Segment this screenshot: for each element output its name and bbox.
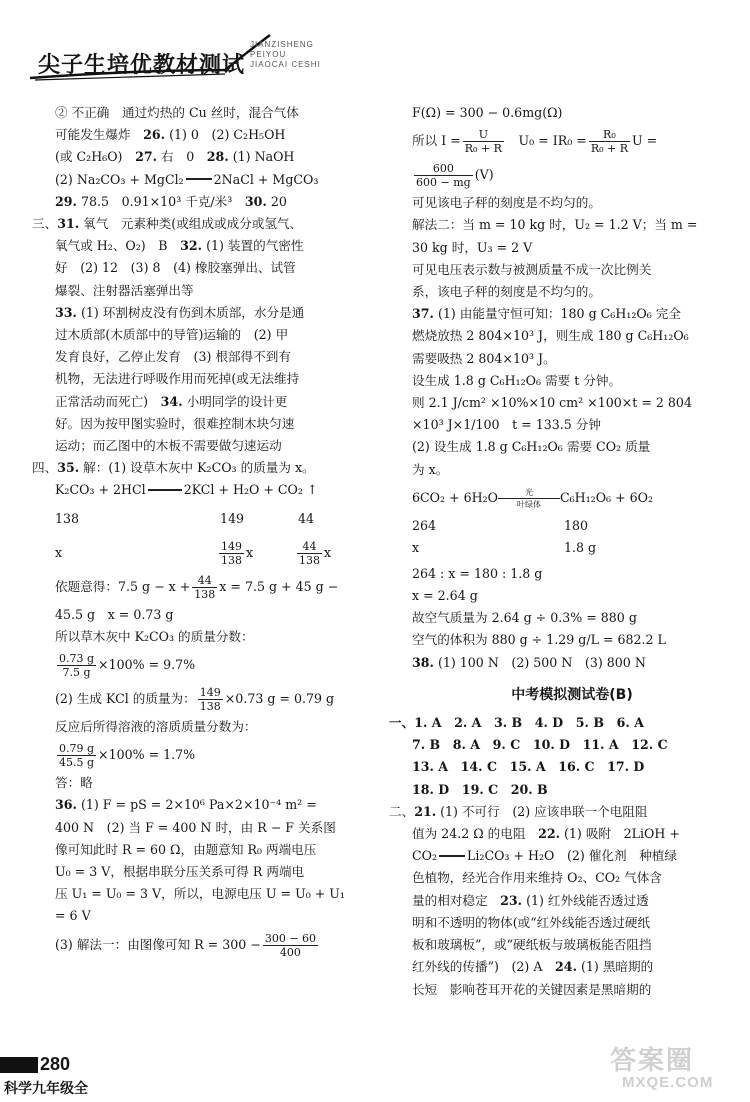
book-series-title: 尖子生培优教材测试 [38, 53, 246, 78]
site-watermark [600, 1040, 740, 1095]
equation-line: $\frac{0.79 g}{45.5 g}$ ×100% = 1.7% [59, 742, 196, 770]
text-line: 压 U₁ = U₀ = 3 V，所以，电源电压 U = U₀ + U₁ [55, 886, 345, 902]
text-line: F(Ω) = 300 − 0.6mg(Ω) [412, 105, 563, 120]
answer-key-line: 一、1. A 2. A 3. B 4. D 5. B 6. A [389, 715, 644, 731]
mass-ratio-row: x $\frac{149}{138}$ x $\frac{44}{138}$ x [55, 539, 332, 567]
watermark-text: 答案圈 [610, 1045, 695, 1075]
text-line: 好。因为按甲图实验时，很难控制木块匀速 [55, 415, 295, 431]
equation-line: $\frac{0.73 g}{7.5 g}$ ×100% = 9.7% [59, 652, 196, 680]
text-line: 长短 影响苍耳开花的关键因素是黑暗期的 [412, 981, 652, 997]
section-title: 中考模拟测试卷(B) [511, 686, 633, 703]
text-line: 色植物，经光合作用来维持 O₂、CO₂ 气体含 [412, 870, 662, 886]
text-line: 33. (1) 环割树皮没有伤到木质部，水分是通 [55, 304, 305, 320]
text-line: 解法二：当 m = 10 kg 时，U₂ = 1.2 V；当 m = [412, 217, 698, 233]
text-line: 反应后所得溶液的溶质质量分数为： [55, 719, 257, 735]
text-line: 45.5 g x = 0.73 g [55, 606, 174, 622]
text-line: ×10³ J×1/100 t = 133.5 分钟 [412, 417, 601, 433]
text-line: 空气的体积为 880 g ÷ 1.29 g/L = 682.2 L [412, 632, 666, 648]
text-line: U₀ = 3 V，根据串联分压关系可得 R 两端电 [55, 864, 305, 880]
mass-ratio-row: 264 180 [412, 517, 589, 533]
text-line: 29. 78.5 0.91×10³ 千克/米³ 30. 20 [55, 193, 287, 209]
text-line: 可见电压表示数与被测质量不成一次比例关 [412, 261, 652, 277]
answer-key-line: 13. A 14. C 15. A 16. C 17. D [412, 759, 645, 775]
chemical-equation: K₂CO₃ + 2HCl 2KCl + H₂O + CO₂ ↑ [55, 482, 318, 498]
watermark-url: MXQE.COM [622, 1074, 714, 1091]
text-line: 36. (1) F = pS = 2×10⁶ Pa×2×10⁻⁴ m² = [55, 797, 317, 813]
text-line: 故空气质量为 2.64 g ÷ 0.3% = 880 g [412, 610, 637, 626]
text-line: 三、31. 氧气 元素种类(或组成或成分或氢气、 [32, 216, 303, 232]
text-line: = 6 V [55, 908, 91, 924]
text-line: 爆裂、注射器活塞弹出等 [55, 282, 194, 298]
equals-sign [439, 855, 465, 859]
text-line: 四、35. 解：(1) 设草木灰中 K₂CO₃ 的质量为 x。 [32, 460, 315, 476]
text-line: 正常活动而死亡) 34. 小明同学的设计更 [55, 393, 288, 409]
page-footer [0, 1052, 160, 1102]
text-line: 设生成 1.8 g C₆H₁₂O₆ 需要 t 分钟。 [412, 372, 622, 388]
text-line: 系，该电子秤的刻度是不均匀的。 [412, 284, 601, 300]
equation-line: $\frac{600}{600 - mg}$ (V) [416, 162, 494, 190]
text-line: 好 (2) 12 (3) 8 (4) 橡胶塞弹出、试管 [55, 260, 296, 276]
text-line: 燃烧放热 2 804×10³ J，则生成 180 g C₆H₁₂O₆ [412, 328, 689, 344]
text-line: (2) 设生成 1.8 g C₆H₁₂O₆ 需要 CO₂ 质量 [412, 439, 651, 455]
book-series-pinyin: JIANZISHENG PEIYOU JIAOCAI CESHI [250, 40, 321, 69]
text-line: 为 x。 [412, 461, 449, 477]
text-line: 30 kg 时，U₃ = 2 V [412, 239, 533, 255]
book-subject: 科学九年级全 [4, 1081, 88, 1097]
equation-line: (2) 生成 KCl 的质量为： $\frac{149}{138}$ ×0.73 g = 0.79 g [55, 686, 335, 714]
left-column [32, 102, 385, 962]
page-number-bar [0, 1057, 38, 1073]
text-line: 264 : x = 180 : 1.8 g [412, 565, 543, 581]
photosynthesis-equation: 6CO₂ + 6H₂O 光 叶绿体 C₆H₁₂O₆ + 6O₂ [412, 487, 654, 509]
page-header [20, 30, 350, 90]
equation-line: (3) 解法一：由图像可知 R = 300 − $\frac{300 - 60}{400}$ [55, 931, 317, 959]
text-line: 红外线的传播”) (2) A 24. (1) 黑暗期的 [412, 959, 654, 975]
text-line: (或 C₂H₆O) 27. 右 0 28. (1) NaOH [55, 149, 295, 165]
text-line: 运动；而乙图中的木板不需要做匀速运动 [55, 438, 282, 454]
chemical-equation: CO₂ Li₂CO₃ + H₂O (2) 催化剂 种植绿 [412, 848, 677, 864]
text-line: 可能发生爆炸 26. (1) 0 (2) C₂H₅OH [55, 127, 286, 143]
mass-ratio-row: x 1.8 g [412, 539, 597, 555]
text-line: 需要吸热 2 804×10³ J。 [412, 350, 556, 366]
text-line: 过木质部(木质部中的导管)运输的 (2) 甲 [55, 327, 289, 343]
text-line: ② 不正确 通过灼热的 Cu 丝时，混合气体 [55, 105, 299, 120]
text-line: 所以草木灰中 K₂CO₃ 的质量分数： [55, 628, 254, 644]
text-line: 答：略 [55, 775, 93, 791]
equals-sign [186, 178, 212, 182]
text-line: 37. (1) 由能量守恒可知：180 g C₆H₁₂O₆ 完全 [412, 306, 681, 322]
text-line: 值为 24.2 Ω 的电阻 22. (1) 吸附 2LiOH + [412, 826, 680, 842]
text-line: 发育良好，乙停止发育 (3) 根部得不到有 [55, 349, 291, 365]
text-line: 400 N (2) 当 F = 400 N 时，由 R − F 关系图 [55, 819, 336, 835]
equation-line: 依题意得：7.5 g − x + $\frac{44}{138}$ x = 7.5 g + 45 g − [55, 573, 339, 601]
text-line: 机物，无法进行呼吸作用而死掉(或无法维持 [55, 371, 300, 387]
equals-sign [148, 489, 182, 493]
text-line: 明和不透明的物体(或“红外线能否透过硬纸 [412, 914, 651, 930]
page-number: 280 [40, 1054, 71, 1074]
text-line: 像可知此时 R = 60 Ω，由题意知 R₀ 两端电压 [55, 841, 317, 857]
right-column [389, 102, 732, 1001]
text-line: 38. (1) 100 N (2) 500 N (3) 800 N [412, 654, 646, 670]
text-line: x = 2.64 g [412, 588, 478, 604]
text-line: 二、21. (1) 不可行 (2) 应该串联一个电阻阻 [389, 803, 648, 819]
chemical-equation: (2) Na₂CO₃ + MgCl₂ 2NaCl + MgCO₃ [55, 171, 319, 187]
answer-key-line: 7. B 8. A 9. C 10. D 11. A 12. C [412, 737, 668, 753]
text-line: 板和玻璃板”，或“硬纸板与玻璃板能否阻挡 [412, 937, 652, 953]
text-line: 量的相对稳定 23. (1) 红外线能否透过透 [412, 892, 649, 908]
mass-ratio-row: 138 149 44 [55, 510, 315, 526]
text-line: 则 2.1 J/cm² ×10%×10 cm² ×100×t = 2 804 [412, 395, 692, 411]
text-line: 氧气或 H₂、O₂) B 32. (1) 装置的气密性 [55, 238, 304, 254]
answer-key-line: 18. D 19. C 20. B [412, 781, 548, 797]
reaction-condition-arrow: 光 叶绿体 [498, 488, 560, 509]
text-line: 可见该电子秤的刻度是不均匀的。 [412, 195, 601, 211]
equation-line: 所以 I = $\frac{U}{\text{R₀ + R}}$ U₀ = IR₀ = $\frac{\text{R₀}}{\text{R₀ + R}}$ U = [412, 128, 658, 156]
